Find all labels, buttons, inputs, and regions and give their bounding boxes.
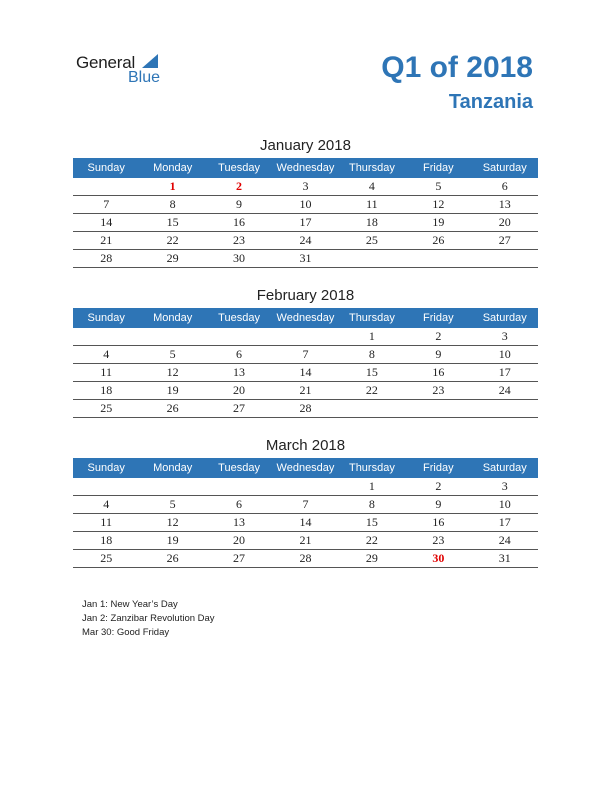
day-cell: 20 <box>498 215 511 229</box>
day-cell: 19 <box>432 215 445 229</box>
weekday-label: Tuesday <box>218 312 260 324</box>
weekday-label: Sunday <box>87 162 125 174</box>
day-cell: 10 <box>299 197 312 211</box>
day-cell: 26 <box>432 233 445 247</box>
weekday-header <box>73 308 538 328</box>
empty-day-cell <box>139 328 205 345</box>
day-cell: 6 <box>236 497 243 511</box>
empty-day-cell <box>206 478 272 495</box>
day-cell: 23 <box>432 533 445 547</box>
day-cell: 24 <box>498 383 511 397</box>
day-cell: 25 <box>365 233 378 247</box>
day-cell: 5 <box>169 347 176 361</box>
day-cell: 30 <box>233 251 246 265</box>
day-cell: 15 <box>166 215 179 229</box>
month-title: February 2018 <box>256 287 355 304</box>
weekday-label: Wednesday <box>276 312 335 324</box>
day-cell: 10 <box>498 347 511 361</box>
day-cell: 12 <box>432 197 445 211</box>
day-cell: 20 <box>233 383 246 397</box>
day-cell: 4 <box>103 497 110 511</box>
weekday-label: Sunday <box>87 312 125 324</box>
month-calendar <box>73 286 538 418</box>
week-row <box>73 178 538 196</box>
day-cell: 13 <box>233 515 246 529</box>
week-row <box>73 214 538 232</box>
day-cell: 10 <box>498 497 511 511</box>
weekday-label: Thursday <box>348 162 395 174</box>
day-cell: 26 <box>166 551 179 565</box>
week-row <box>73 328 538 346</box>
weekday-label: Monday <box>153 462 193 474</box>
day-cell: 28 <box>100 251 113 265</box>
day-cell: 16 <box>233 215 246 229</box>
weekday-label: Saturday <box>482 162 527 174</box>
day-cell: 7 <box>302 347 309 361</box>
day-cell: 21 <box>299 383 312 397</box>
day-cell: 28 <box>299 401 312 415</box>
day-cell: 11 <box>100 365 112 379</box>
logo-word-general: General <box>76 53 136 72</box>
weekday-label: Tuesday <box>218 162 260 174</box>
empty-day-cell <box>405 250 471 267</box>
weekday-label: Friday <box>423 462 454 474</box>
weekday-label: Thursday <box>348 462 395 474</box>
week-row <box>73 364 538 382</box>
weekday-header <box>73 158 538 178</box>
week-row <box>73 196 538 214</box>
weekday-label: Monday <box>153 162 193 174</box>
country-name: Tanzania <box>448 91 533 113</box>
week-row <box>73 532 538 550</box>
weekday-label: Wednesday <box>276 162 335 174</box>
month-calendar <box>73 136 538 268</box>
empty-day-cell <box>73 328 139 345</box>
day-cell: 2 <box>435 479 442 493</box>
week-row <box>73 400 538 418</box>
day-cell: 5 <box>435 179 442 193</box>
day-cell: 17 <box>498 365 511 379</box>
holiday-list <box>82 598 215 640</box>
day-cell: 3 <box>501 329 508 343</box>
day-cell: 17 <box>299 215 312 229</box>
weekday-label: Friday <box>423 312 454 324</box>
day-cell: 30 <box>432 551 445 565</box>
day-cell: 18 <box>365 215 378 229</box>
day-cell: 8 <box>368 497 375 511</box>
empty-day-cell <box>472 400 538 417</box>
day-cell: 26 <box>166 401 179 415</box>
day-cell: 8 <box>368 347 375 361</box>
day-cell: 1 <box>368 479 375 493</box>
day-cell: 1 <box>169 179 176 193</box>
day-cell: 27 <box>233 401 246 415</box>
weekday-label: Sunday <box>87 462 125 474</box>
empty-day-cell <box>272 328 338 345</box>
day-cell: 19 <box>166 383 179 397</box>
empty-day-cell <box>206 328 272 345</box>
generalblue-logo <box>76 52 176 88</box>
empty-day-cell <box>139 478 205 495</box>
month-title: January 2018 <box>260 137 351 154</box>
day-cell: 5 <box>169 497 176 511</box>
day-cell: 21 <box>100 233 113 247</box>
day-cell: 9 <box>435 497 442 511</box>
day-cell: 24 <box>299 233 312 247</box>
day-cell: 29 <box>166 251 179 265</box>
day-cell: 31 <box>498 551 511 565</box>
week-row <box>73 346 538 364</box>
day-cell: 14 <box>100 215 113 229</box>
day-cell: 25 <box>100 401 113 415</box>
day-cell: 12 <box>166 515 179 529</box>
empty-day-cell <box>339 400 405 417</box>
day-cell: 11 <box>366 197 378 211</box>
empty-day-cell <box>73 178 139 195</box>
day-cell: 21 <box>299 533 312 547</box>
day-cell: 18 <box>100 533 113 547</box>
day-cell: 2 <box>236 179 243 193</box>
day-cell: 17 <box>498 515 511 529</box>
day-cell: 13 <box>233 365 246 379</box>
month-title: March 2018 <box>265 437 346 454</box>
day-cell: 1 <box>368 329 375 343</box>
day-cell: 27 <box>233 551 246 565</box>
day-cell: 9 <box>236 197 243 211</box>
day-cell: 29 <box>365 551 378 565</box>
day-cell: 6 <box>236 347 243 361</box>
empty-day-cell <box>272 478 338 495</box>
logo-triangle-icon <box>142 54 158 68</box>
week-row <box>73 550 538 568</box>
empty-day-cell <box>472 250 538 267</box>
weekday-label: Friday <box>423 162 454 174</box>
day-cell: 7 <box>103 197 110 211</box>
logo-word-blue: Blue <box>128 69 161 86</box>
day-cell: 28 <box>299 551 312 565</box>
month-calendar <box>73 436 538 568</box>
day-cell: 3 <box>501 479 508 493</box>
day-cell: 14 <box>299 515 312 529</box>
day-cell: 15 <box>365 515 378 529</box>
weekday-label: Saturday <box>482 462 527 474</box>
day-cell: 9 <box>435 347 442 361</box>
holiday-list-item: Jan 1: New Year’s Day <box>82 599 178 610</box>
day-cell: 20 <box>233 533 246 547</box>
weekday-label: Saturday <box>482 312 527 324</box>
page-title: Q1 of 2018 <box>381 51 533 84</box>
week-row <box>73 478 538 496</box>
day-cell: 18 <box>100 383 113 397</box>
empty-day-cell <box>73 478 139 495</box>
day-cell: 4 <box>368 179 375 193</box>
day-cell: 6 <box>501 179 508 193</box>
week-row <box>73 232 538 250</box>
day-cell: 8 <box>169 197 176 211</box>
day-cell: 3 <box>302 179 309 193</box>
week-row <box>73 250 538 268</box>
weekday-header <box>73 458 538 478</box>
weekday-label: Thursday <box>348 312 395 324</box>
empty-day-cell <box>339 250 405 267</box>
day-cell: 7 <box>302 497 309 511</box>
holiday-list-item: Mar 30: Good Friday <box>82 627 170 638</box>
week-row <box>73 382 538 400</box>
day-cell: 23 <box>432 383 445 397</box>
day-cell: 19 <box>166 533 179 547</box>
day-cell: 12 <box>166 365 179 379</box>
day-cell: 16 <box>432 365 445 379</box>
day-cell: 11 <box>100 515 112 529</box>
day-cell: 22 <box>365 533 378 547</box>
empty-day-cell <box>405 400 471 417</box>
week-row <box>73 496 538 514</box>
day-cell: 23 <box>233 233 246 247</box>
day-cell: 27 <box>498 233 511 247</box>
weekday-label: Tuesday <box>218 462 260 474</box>
weekday-label: Monday <box>153 312 193 324</box>
weekday-label: Wednesday <box>276 462 335 474</box>
day-cell: 31 <box>299 251 312 265</box>
day-cell: 24 <box>498 533 511 547</box>
day-cell: 14 <box>299 365 312 379</box>
day-cell: 4 <box>103 347 110 361</box>
day-cell: 22 <box>166 233 179 247</box>
day-cell: 16 <box>432 515 445 529</box>
day-cell: 22 <box>365 383 378 397</box>
day-cell: 13 <box>498 197 511 211</box>
day-cell: 15 <box>365 365 378 379</box>
holiday-list-item: Jan 2: Zanzibar Revolution Day <box>82 613 215 624</box>
day-cell: 2 <box>435 329 442 343</box>
week-row <box>73 514 538 532</box>
day-cell: 25 <box>100 551 113 565</box>
